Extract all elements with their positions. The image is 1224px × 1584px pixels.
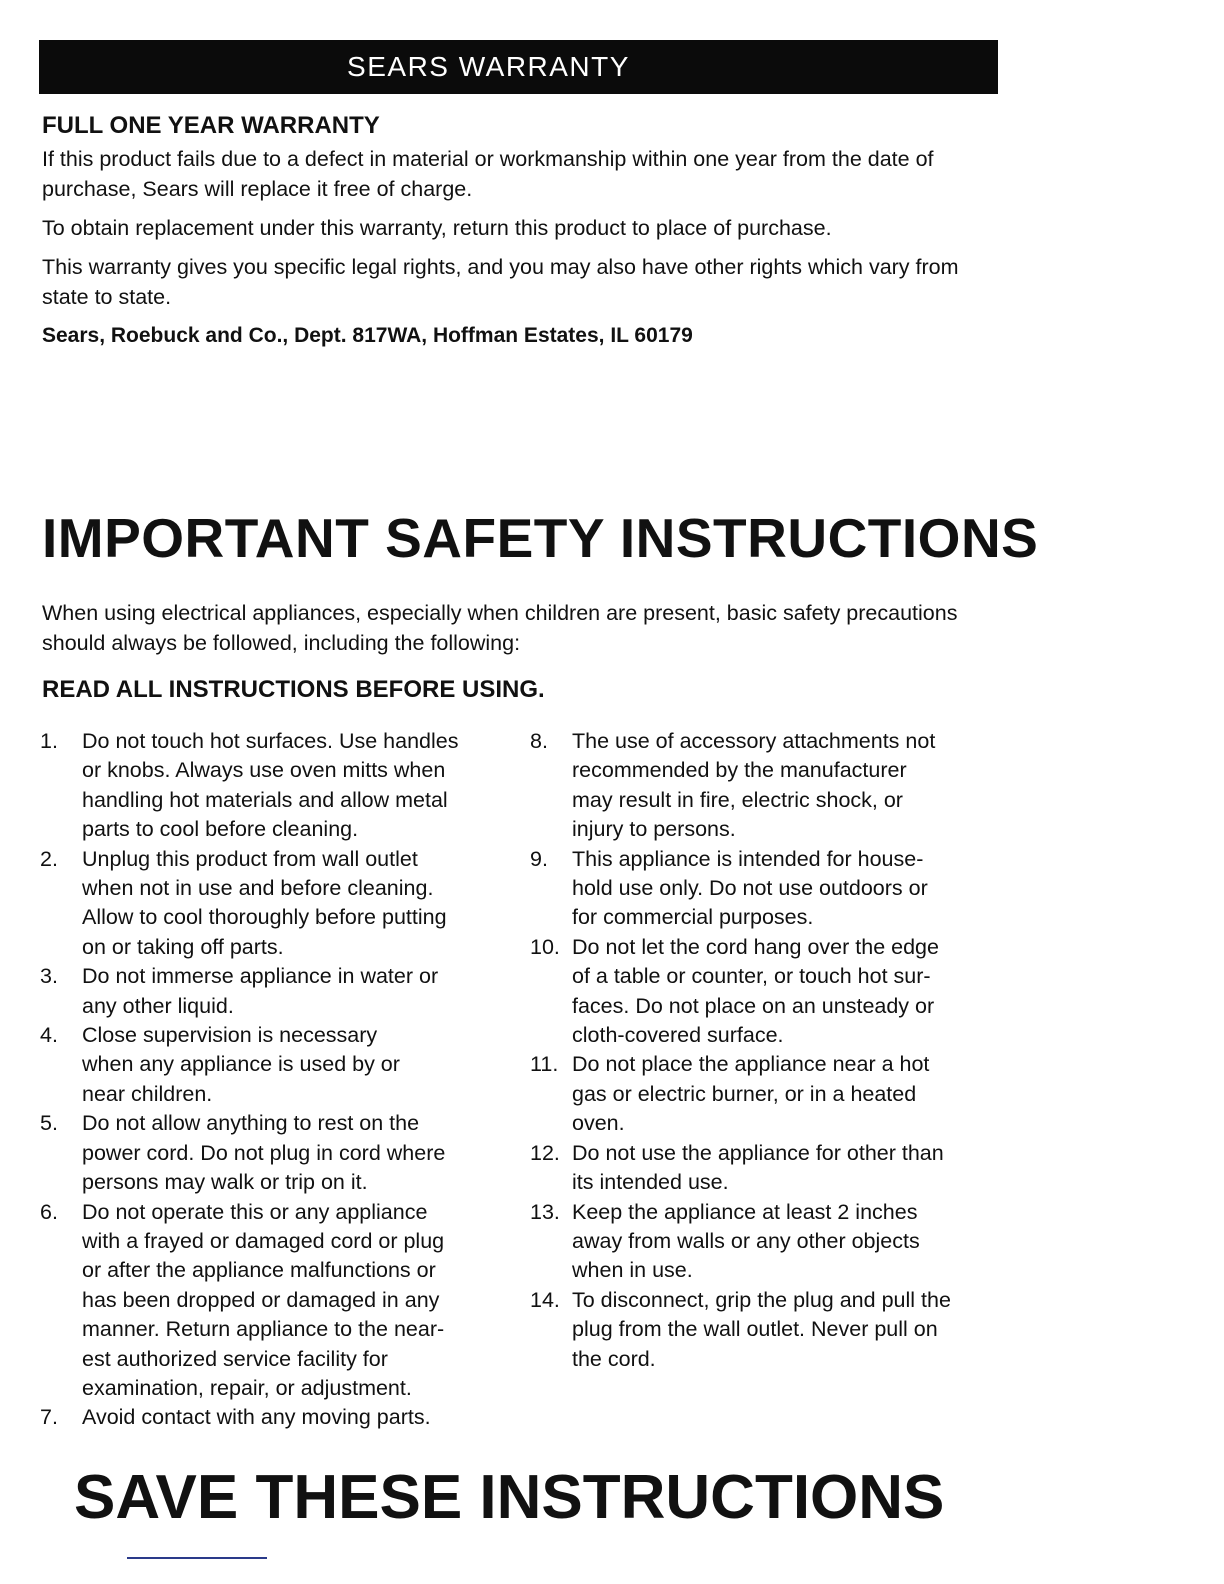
warranty-paragraph: To obtain replacement under this warranty, return this product to place of purchase. (42, 216, 832, 240)
instruction-line: of a table or counter, or touch hot sur- (572, 964, 931, 989)
instruction-line: Do not allow anything to rest on the (82, 1111, 420, 1136)
warranty-address: Sears, Roebuck and Co., Dept. 817WA, Hoffman Estates, IL 60179 (42, 324, 693, 347)
read-all-heading: READ ALL INSTRUCTIONS BEFORE USING. (42, 676, 545, 703)
instruction-line: gas or electric burner, or in a heated (572, 1081, 917, 1106)
instruction-number: 1. (40, 729, 58, 753)
instruction-line: near children. (82, 1081, 213, 1106)
instruction-number: 14. (530, 1287, 560, 1312)
instruction-number: 5. (40, 1111, 58, 1136)
instruction-line: on or taking off parts. (82, 934, 284, 959)
instruction-item (530, 727, 1010, 845)
instruction-text (82, 845, 447, 963)
instruction-line: has been dropped or damaged in any (82, 1287, 440, 1312)
instruction-number: 11. (530, 1052, 559, 1077)
instruction-line: recommended by the manufacturer (572, 758, 907, 783)
instruction-line: or after the appliance malfunctions or (82, 1258, 436, 1283)
instruction-line: for commercial purposes. (572, 905, 814, 930)
instruction-item (40, 1109, 520, 1197)
instruction-item (530, 933, 1010, 1051)
instruction-text (82, 1021, 400, 1109)
instruction-item (40, 1198, 520, 1404)
instruction-line: Allow to cool thoroughly before putting (82, 905, 447, 930)
instruction-line: Unplug this product from wall outlet (82, 846, 418, 871)
instruction-number: 4. (40, 1023, 58, 1048)
instruction-line: persons may walk or trip on it. (82, 1170, 368, 1195)
instruction-line: hold use only. Do not use outdoors or (572, 876, 928, 901)
instruction-line: may result in fire, electric shock, or (572, 787, 903, 812)
instruction-line: oven. (572, 1111, 625, 1136)
instruction-text (572, 1050, 929, 1138)
instruction-line: Avoid contact with any moving parts. (82, 1405, 431, 1430)
instruction-line: examination, repair, or adjustment. (82, 1375, 412, 1400)
instruction-line: Close supervision is necessary (82, 1023, 378, 1048)
instruction-number: 2. (40, 846, 58, 871)
instruction-line: with a frayed or damaged cord or plug (82, 1228, 445, 1253)
instruction-text (572, 845, 928, 933)
instruction-line: injury to persons. (572, 817, 736, 842)
instruction-line: Do not let the cord hang over the edge (572, 934, 939, 959)
instruction-item (40, 845, 520, 963)
instruction-line: Keep the appliance at least 2 inches (572, 1199, 918, 1224)
instruction-line: handling hot materials and allow metal (82, 787, 448, 812)
warranty-banner-text: SEARS WARRANTY (347, 51, 630, 82)
instruction-item (530, 845, 1010, 933)
instruction-number: 10. (530, 934, 560, 959)
warranty-banner (39, 40, 998, 94)
instruction-text (82, 727, 458, 845)
instructions-right-column (530, 727, 1010, 1374)
instruction-line: faces. Do not place on an unsteady or (572, 993, 935, 1018)
instruction-number: 7. (40, 1405, 58, 1430)
instruction-number: 8. (530, 729, 548, 753)
instruction-item (530, 1050, 1010, 1138)
instruction-text (82, 1403, 431, 1432)
bottom-rule (127, 1557, 267, 1559)
instruction-line: any other liquid. (82, 993, 234, 1018)
instruction-line: est authorized service facility for (82, 1346, 388, 1371)
instruction-line: when not in use and before cleaning. (82, 876, 434, 901)
instruction-line: manner. Return appliance to the near- (82, 1317, 445, 1342)
warranty-section (42, 112, 982, 360)
instruction-item (40, 1403, 520, 1432)
instruction-line: Do not touch hot surfaces. Use handles (82, 729, 459, 753)
instruction-text (82, 1109, 445, 1197)
instruction-line: power cord. Do not plug in cord where (82, 1140, 446, 1165)
instruction-line: cloth-covered surface. (572, 1023, 784, 1048)
instruction-item (40, 1021, 520, 1109)
instruction-text (82, 1198, 444, 1404)
instruction-text (572, 1139, 944, 1198)
instructions-left-column (40, 727, 520, 1433)
instruction-number: 9. (530, 846, 548, 871)
instruction-number: 12. (530, 1140, 560, 1165)
instruction-item (40, 962, 520, 1021)
instruction-number: 13. (530, 1199, 560, 1224)
instruction-number: 6. (40, 1199, 58, 1224)
instruction-line: Do not place the appliance near a hot (572, 1052, 930, 1077)
instruction-line: the cord. (572, 1346, 656, 1371)
safety-intro: When using electrical appliances, especially when children are present, basic safety precautions should always be followed, including the following: (42, 601, 958, 655)
warranty-heading: FULL ONE YEAR WARRANTY (42, 112, 380, 139)
instruction-line: This appliance is intended for house- (572, 846, 924, 871)
instruction-line: its intended use. (572, 1170, 729, 1195)
instruction-text (572, 933, 939, 1051)
instruction-line: or knobs. Always use oven mitts when (82, 758, 446, 783)
warranty-paragraph: This warranty gives you specific legal rights, and you may also have other rights which vary from state to state. (42, 255, 959, 309)
instruction-line: when any appliance is used by or (82, 1052, 400, 1077)
instruction-text (82, 962, 438, 1021)
instruction-line: The use of accessory attachments not (572, 729, 936, 753)
instruction-item (530, 1139, 1010, 1198)
save-instructions-title: SAVE THESE INSTRUCTIONS (74, 1463, 945, 1532)
instruction-line: away from walls or any other objects (572, 1228, 920, 1253)
instruction-number: 3. (40, 964, 58, 989)
instruction-text (572, 727, 935, 845)
instruction-line: Do not use the appliance for other than (572, 1140, 944, 1165)
instruction-line: Do not immerse appliance in water or (82, 964, 439, 989)
instruction-item (530, 1198, 1010, 1286)
instruction-line: when in use. (572, 1258, 693, 1283)
warranty-paragraph: If this product fails due to a defect in material or workmanship within one year from the date of purchase, Sears will replace it free of charge. (42, 147, 934, 201)
instruction-text (572, 1198, 920, 1286)
instruction-line: Do not operate this or any appliance (82, 1199, 428, 1224)
instruction-item (40, 727, 520, 845)
instruction-text (572, 1286, 951, 1374)
instruction-line: To disconnect, grip the plug and pull the (572, 1287, 951, 1312)
instruction-item (530, 1286, 1010, 1374)
safety-title: IMPORTANT SAFETY INSTRUCTIONS (42, 507, 1039, 569)
instruction-line: parts to cool before cleaning. (82, 817, 359, 842)
instruction-line: plug from the wall outlet. Never pull on (572, 1317, 938, 1342)
